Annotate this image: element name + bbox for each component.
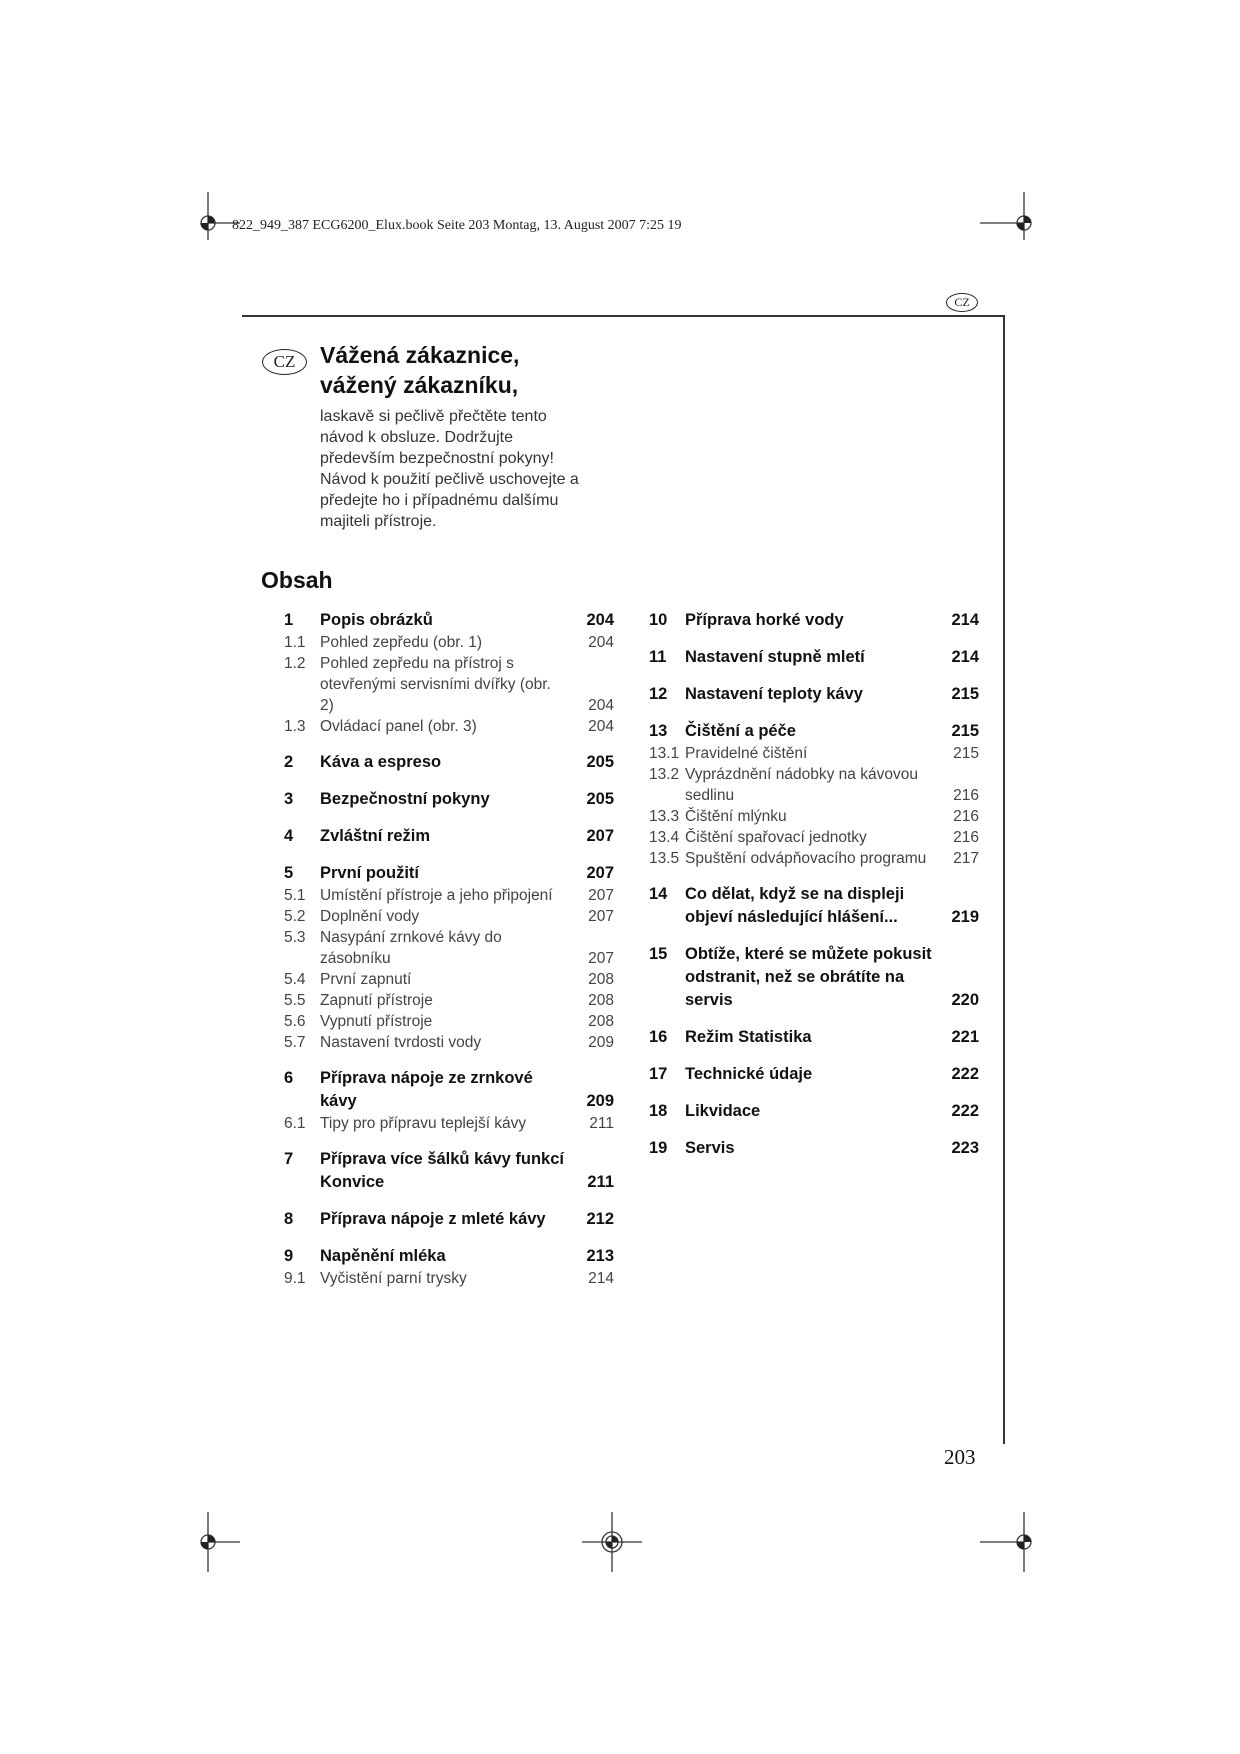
toc-entry-title: Příprava horké vody: [685, 611, 844, 629]
toc-entry-title: Zapnutí přístroje: [320, 992, 433, 1009]
toc-entry-title: Vyprázdnění nádobky na kávovou sedlinu: [685, 766, 918, 804]
file-info-header: 822_949_387 ECG6200_Elux.book Seite 203 Montag, 13. August 2007 7:25 19: [232, 218, 682, 233]
greeting-line-2: vážený zákazníku,: [320, 372, 519, 398]
toc-entry[interactable]: [284, 885, 614, 906]
toc-entry-number: 2: [284, 753, 294, 771]
toc-entry-page: 216: [953, 787, 979, 804]
toc-entry-number: 5.5: [284, 992, 306, 1009]
toc-entry-number: 1.2: [284, 655, 306, 672]
toc-entry-page: 204: [586, 611, 614, 629]
toc-entry-title: Doplnění vody: [320, 908, 420, 925]
toc-entry-page: 204: [588, 634, 614, 651]
toc-entry[interactable]: [649, 1063, 979, 1086]
toc-entry-title: Pohled zepředu (obr. 1): [320, 634, 482, 651]
toc-entry-page: 221: [951, 1028, 979, 1046]
toc-entry[interactable]: [649, 943, 979, 1012]
toc-entry[interactable]: [284, 1011, 614, 1032]
toc-column-left: [284, 609, 614, 1289]
toc-entry-number: 1.3: [284, 718, 306, 735]
toc-entry-number: 9.1: [284, 1270, 306, 1287]
toc-entry-page: 209: [588, 1034, 614, 1051]
toc-entry-number: 5.3: [284, 929, 306, 946]
toc-entry-title: Káva a espreso: [320, 753, 442, 771]
intro-line: návod k obsluze. Dodržujte: [320, 429, 513, 446]
toc-column-right: [649, 609, 979, 1160]
toc-entry-page: 207: [588, 887, 614, 904]
toc-entry-title: Příprava nápoje z mleté kávy: [320, 1210, 546, 1228]
toc-entry[interactable]: [649, 1137, 979, 1160]
toc-entry-title: Spuštění odvápňovacího programu: [685, 850, 927, 867]
language-badge-top: CZ: [946, 293, 978, 312]
toc-entry-number: 5: [284, 864, 294, 882]
toc-entry[interactable]: [649, 743, 979, 764]
toc-entry-number: 13.4: [649, 829, 680, 846]
registration-mark-bottom-center: [582, 1512, 642, 1572]
toc-entry-title: Obtíže, které se můžete pokusit odstranit, než se obrátíte na servis: [685, 945, 932, 1009]
toc-entry-page: 205: [586, 790, 614, 808]
toc-entry-number: 5.6: [284, 1013, 306, 1030]
toc-entry-title: Příprava více šálků kávy funkcí Konvice: [320, 1150, 564, 1191]
toc-entry-number: 13: [649, 722, 668, 740]
toc-entry-number: 9: [284, 1247, 294, 1265]
toc-entry-page: 214: [951, 611, 979, 629]
toc-entry-page: 208: [588, 992, 614, 1009]
page-frame-top-rule: [242, 315, 1004, 317]
page-number: 203: [944, 1445, 976, 1469]
toc-entry[interactable]: [649, 646, 979, 669]
toc-entry-page: 216: [953, 808, 979, 825]
toc-entry-number: 5.1: [284, 887, 306, 904]
toc-entry-title: Příprava nápoje ze zrnkové kávy: [320, 1069, 533, 1110]
toc-entry[interactable]: [284, 1067, 614, 1113]
intro-paragraph: [320, 406, 640, 532]
toc-entry-title: Režim Statistika: [685, 1028, 812, 1046]
toc-entry[interactable]: [284, 1032, 614, 1053]
toc-entry-title: Pohled zepředu na přístroj s otevřenými servisními dvířky (obr. 2): [320, 655, 551, 714]
toc-entry-number: 16: [649, 1028, 668, 1046]
page-frame-right-rule: [1003, 315, 1005, 1444]
toc-entry-number: 18: [649, 1102, 668, 1120]
toc-entry[interactable]: [649, 683, 979, 706]
toc-entry-number: 5.2: [284, 908, 306, 925]
toc-entry-title: Likvidace: [685, 1102, 761, 1120]
toc-entry-title: Bezpečnostní pokyny: [320, 790, 490, 808]
toc-entry-title: Vyčistění parní trysky: [320, 1270, 467, 1287]
intro-line: Návod k použití pečlivě uschovejte a: [320, 471, 579, 488]
toc-entry-number: 6.1: [284, 1115, 306, 1132]
toc-entry-title: Umístění přístroje a jeho připojení: [320, 887, 553, 904]
toc-entry[interactable]: [284, 1113, 614, 1134]
greeting-line-1: Vážená zákaznice,: [320, 342, 520, 368]
toc-entry[interactable]: [284, 653, 614, 716]
toc-entry[interactable]: [649, 720, 979, 743]
toc-entry[interactable]: [284, 716, 614, 737]
toc-entry[interactable]: [649, 1026, 979, 1049]
toc-entry[interactable]: [284, 609, 614, 632]
toc-entry-number: 11: [649, 648, 667, 666]
toc-entry-number: 1: [284, 611, 294, 629]
toc-entry-number: 10: [649, 611, 668, 629]
toc-entry-title: Zvláštní režim: [320, 827, 431, 845]
toc-entry[interactable]: [284, 632, 614, 653]
intro-line: laskavě si pečlivě přečtěte tento: [320, 408, 547, 425]
toc-entry-page: 212: [586, 1210, 614, 1228]
toc-entry[interactable]: [284, 1245, 614, 1268]
toc-entry[interactable]: [284, 990, 614, 1011]
toc-entry[interactable]: [284, 751, 614, 774]
toc-entry-page: 204: [588, 718, 614, 735]
toc-entry-title: Technické údaje: [685, 1065, 813, 1083]
toc-title: Obsah: [261, 567, 333, 593]
toc-entry-page: 211: [589, 1115, 614, 1132]
toc-entry-page: 222: [951, 1102, 979, 1120]
toc-entry-page: 214: [588, 1270, 614, 1287]
toc-entry-page: 207: [588, 950, 614, 967]
toc-entry-page: 211: [587, 1173, 614, 1191]
toc-entry-number: 7: [284, 1150, 294, 1168]
toc-entry-title: Čištění mlýnku: [685, 808, 787, 825]
toc-entry[interactable]: [284, 788, 614, 811]
greeting-heading: [320, 340, 519, 400]
toc-entry-page: 223: [951, 1139, 979, 1157]
intro-line: majiteli přístroje.: [320, 513, 437, 530]
toc-entry-page: 208: [588, 971, 614, 988]
toc-entry[interactable]: [649, 806, 979, 827]
toc-entry-number: 14: [649, 885, 668, 903]
toc-entry-title: Pravidelné čištění: [685, 745, 808, 762]
toc-entry-title: Čištění a péče: [685, 722, 796, 740]
toc-entry[interactable]: [649, 848, 979, 869]
toc-entry-title: Nastavení teploty kávy: [685, 685, 863, 703]
language-badge-section: CZ: [262, 349, 307, 375]
toc-entry-page: 205: [586, 753, 614, 771]
toc-entry-number: 12: [649, 685, 668, 703]
toc-entry[interactable]: [649, 827, 979, 848]
toc-entry[interactable]: [284, 969, 614, 990]
toc-entry-page: 208: [588, 1013, 614, 1030]
toc-entry-page: 204: [588, 697, 614, 714]
toc-entry-page: 219: [951, 908, 979, 926]
toc-entry-page: 213: [586, 1247, 614, 1265]
toc-entry[interactable]: [284, 906, 614, 927]
toc-entry-page: 207: [586, 827, 614, 845]
toc-entry-title: Ovládací panel (obr. 3): [320, 718, 477, 735]
toc-entry-page: 216: [953, 829, 979, 846]
toc-entry-title: První zapnutí: [320, 971, 412, 988]
toc-entry[interactable]: [284, 1208, 614, 1231]
toc-entry-number: 5.4: [284, 971, 306, 988]
toc-entry-page: 215: [951, 722, 979, 740]
toc-entry-title: První použití: [320, 864, 419, 882]
toc-entry-title: Tipy pro přípravu teplejší kávy: [320, 1115, 527, 1132]
toc-entry-title: Napěnění mléka: [320, 1247, 446, 1265]
registration-mark-bottom-left: [180, 1512, 240, 1572]
toc-entry-number: 13.1: [649, 745, 680, 762]
toc-entry-number: 4: [284, 827, 294, 845]
toc-entry-page: 207: [588, 908, 614, 925]
toc-entry-number: 8: [284, 1210, 294, 1228]
toc-entry-page: 207: [586, 864, 614, 882]
toc-entry-number: 5.7: [284, 1034, 306, 1051]
toc-entry-title: Servis: [685, 1139, 735, 1157]
toc-entry-number: 6: [284, 1069, 294, 1087]
intro-line: především bezpečnostní pokyny!: [320, 450, 554, 467]
toc-entry-page: 217: [953, 850, 979, 867]
toc-entry-page: 209: [586, 1092, 614, 1110]
registration-mark-top-left: [180, 192, 240, 252]
toc-entry[interactable]: [284, 862, 614, 885]
toc-entry-title: Nasypání zrnkové kávy do zásobníku: [320, 929, 502, 967]
toc-entry-title: Nastavení stupně mletí: [685, 648, 865, 666]
toc-entry-title: Vypnutí přístroje: [320, 1013, 433, 1030]
intro-line: předejte ho i případnému dalšímu: [320, 492, 559, 509]
toc-entry-number: 15: [649, 945, 668, 963]
toc-entry-number: 13.2: [649, 766, 680, 783]
toc-entry-title: Popis obrázků: [320, 611, 433, 629]
toc-entry-page: 214: [951, 648, 979, 666]
toc-entry[interactable]: [284, 1148, 614, 1194]
toc-entry-number: 13.3: [649, 808, 680, 825]
toc-entry[interactable]: [649, 764, 979, 806]
toc-entry-title: Co dělat, když se na displeji objeví následující hlášení...: [685, 885, 905, 926]
toc-entry[interactable]: [284, 825, 614, 848]
toc-entry-number: 17: [649, 1065, 668, 1083]
toc-entry[interactable]: [649, 883, 979, 929]
toc-entry-number: 13.5: [649, 850, 680, 867]
toc-entry[interactable]: [649, 1100, 979, 1123]
toc-entry[interactable]: [284, 1268, 614, 1289]
toc-entry[interactable]: [284, 927, 614, 969]
toc-entry-title: Nastavení tvrdosti vody: [320, 1034, 482, 1051]
toc-entry-page: 215: [951, 685, 979, 703]
toc-entry-page: 215: [953, 745, 979, 762]
toc-entry-number: 1.1: [284, 634, 306, 651]
registration-mark-bottom-right: [980, 1512, 1040, 1572]
toc-entry[interactable]: [649, 609, 979, 632]
toc-entry-number: 3: [284, 790, 294, 808]
toc-entry-title: Čištění spařovací jednotky: [685, 829, 867, 846]
registration-mark-top-right: [980, 192, 1040, 252]
toc-entry-page: 222: [951, 1065, 979, 1083]
toc-entry-number: 19: [649, 1139, 668, 1157]
toc-entry-page: 220: [951, 991, 979, 1009]
